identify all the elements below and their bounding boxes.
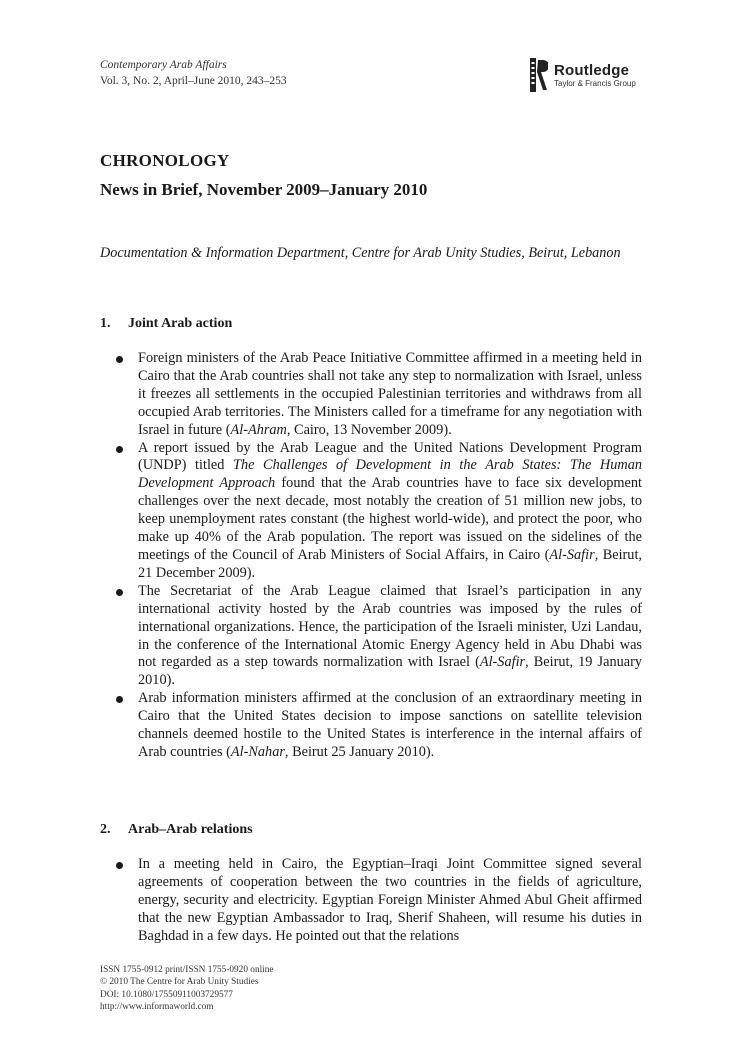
publisher-group: Taylor & Francis Group	[554, 78, 636, 88]
section-number: 1.	[100, 316, 111, 331]
bullet-list	[112, 350, 642, 762]
routledge-logo-icon	[530, 58, 548, 92]
item-text: Arab information ministers affirmed at the conclusion of an extraordinary meeting in Cairo that the United States decision to impose sanctions on satellite television channels deemed hostile to the United States is interference in the internal affairs of Arab countries (	[138, 690, 642, 760]
issn: ISSN 1755-0912 print/ISSN 1755-0920 online	[100, 965, 274, 975]
article-title: News in Brief, November 2009–January 2010	[100, 180, 428, 199]
item-text: The Secretariat of the Arab League claimed that Israel’s participation in any international activity hosted by the Arab countries was imposed by the rules of international organizations. Hence, the participation of the Israeli minister, Uzi Landau, in the conference of the International Atomic Energy Agency held in Abu Dhabi was not regarded as a step towards normalization with Israel (	[138, 582, 642, 671]
item-text: found that the Arab countries have to face six development challenges over the next decade, most notably the creation of 51 million new jobs, to keep unemployment rates constant (the highest world-wide), and protect the poor, who make up 40% of the Arab population. The report was issued on the sidelines of the meetings of the Council of Arab Ministers of Social Affairs, in Cairo (	[138, 475, 643, 563]
section-title: Joint Arab action	[128, 316, 233, 331]
publisher-logo	[530, 56, 636, 94]
item-text: , Beirut 25 January 2010).	[284, 743, 435, 760]
publisher-url[interactable]: http://www.informaworld.com	[100, 1001, 214, 1012]
list-item	[112, 350, 642, 440]
journal-title: Contemporary Arab Affairs	[100, 59, 227, 71]
source-name: Al-Ahram	[230, 421, 287, 438]
section-label: CHRONOLOGY	[100, 151, 230, 170]
item-text: Foreign ministers of the Arab Peace Initiative Committee affirmed in a meeting held in Cairo that the Arab countries shall not take any step to normalization with Israel, unless it freezes all settlements in the occupied Palestinian territories and withdraws from all occupied Arab territories. The Ministers called for a timeframe for any negotiation with Israel in future (	[138, 350, 642, 438]
item-text: , Beirut, 19 January 2010).	[138, 654, 642, 689]
source-name: Al-Nahar	[230, 743, 285, 760]
bullet-icon	[116, 356, 123, 363]
section-heading	[100, 316, 232, 332]
bullet-list	[112, 856, 642, 946]
item-text: , Beirut, 21 December 2009).	[138, 546, 642, 581]
list-item	[112, 440, 642, 583]
item-text: , Cairo, 13 November 2009).	[286, 421, 452, 438]
source-name: Al-Safir	[479, 654, 526, 671]
author-affiliation: Documentation & Information Department, Centre for Arab Unity Studies, Beirut, Lebanon	[100, 245, 621, 261]
page-footer	[100, 964, 274, 1013]
source-name: Al-Safir	[549, 546, 595, 563]
list-item	[112, 690, 642, 762]
bullet-icon	[116, 589, 123, 596]
section-heading	[100, 822, 253, 838]
bullet-icon	[116, 446, 123, 453]
list-item	[112, 583, 642, 690]
bullet-icon	[116, 696, 123, 703]
report-title: The Challenges of Development in the Arab States: The Human Development Approach	[138, 457, 643, 492]
copyright: © 2010 The Centre for Arab Unity Studies	[100, 977, 259, 988]
bullet-icon	[116, 862, 123, 869]
item-text: In a meeting held in Cairo, the Egyptian–Iraqi Joint Committee signed several agreements of cooperation between the two countries in the fields of agriculture, energy, security and electricity. Egyptian Foreign Minister Ahmed Abul Gheit affirmed that the new Egyptian Ambassador to Iraq, Sherif Shaheen, will resume his duties in Baghdad in a few days. He pointed out that the relations	[138, 856, 642, 944]
journal-volume: Vol. 3, No. 2, April–June 2010, 243–253	[100, 75, 287, 87]
section-title: Arab–Arab relations	[128, 822, 253, 837]
doi: DOI: 10.1080/17550911003729577	[100, 989, 233, 1000]
running-header	[100, 57, 287, 89]
publisher-name: Routledge	[554, 61, 630, 79]
section-number: 2.	[100, 822, 111, 837]
list-item	[112, 856, 642, 946]
item-text: A report issued by the Arab League and the United Nations Development Program (UNDP) titled	[138, 439, 642, 474]
